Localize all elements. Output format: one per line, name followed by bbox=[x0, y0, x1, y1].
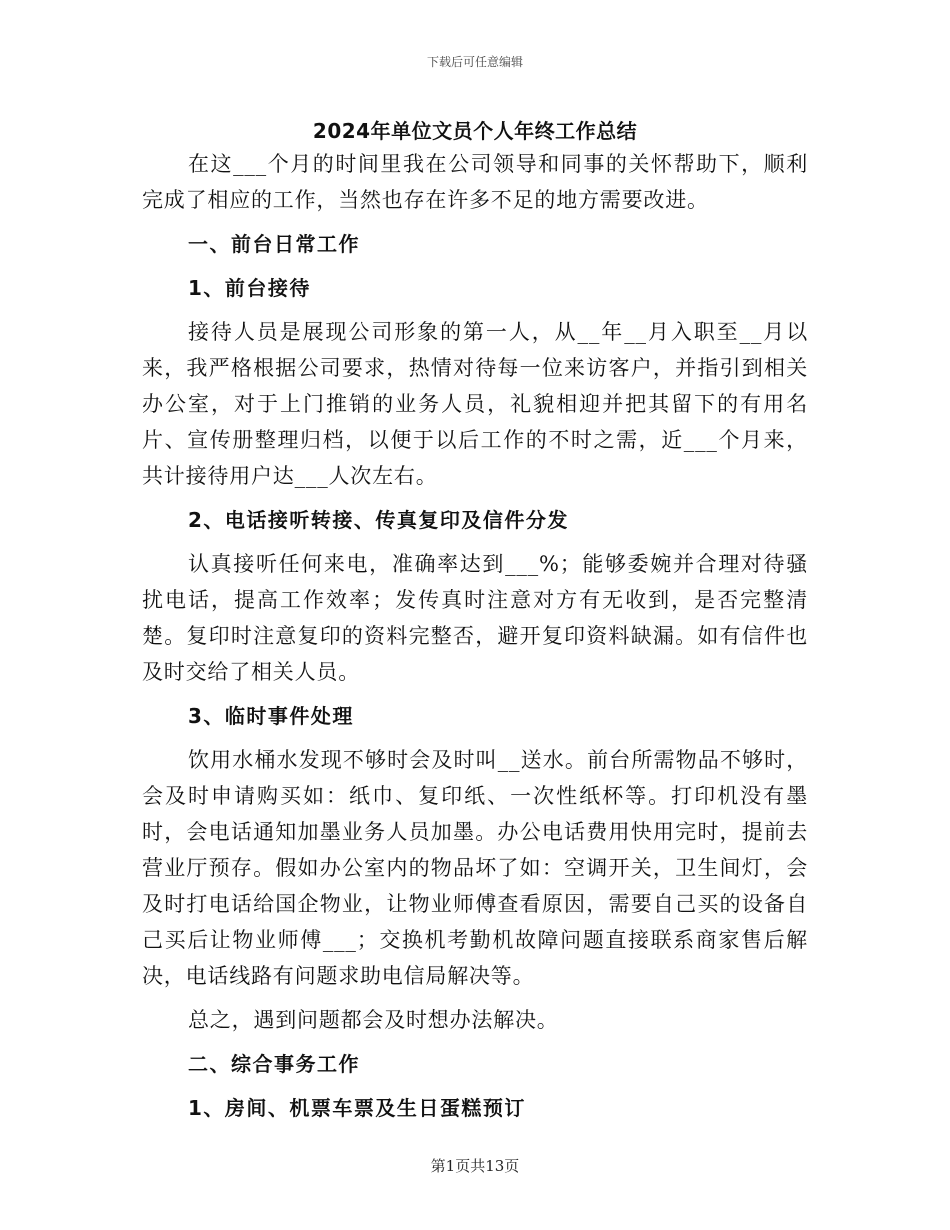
subsection-heading-incidents: 3、临时事件处理 bbox=[188, 704, 354, 728]
subsection-heading-bookings: 1、房间、机票车票及生日蛋糕预订 bbox=[188, 1096, 526, 1120]
document-title: 2024年单位文员个人年终工作总结 bbox=[312, 119, 638, 143]
header-note: 下载后可任意编辑 bbox=[426, 55, 523, 69]
paragraph-summary: 总之，遇到问题都会及时想办法解决。 bbox=[188, 1008, 559, 1032]
subsection-heading-reception: 1、前台接待 bbox=[188, 276, 311, 300]
page-number: 第1页共13页 bbox=[430, 1157, 520, 1175]
paragraph-incidents: 饮用水桶水发现不够时会及时叫__送水。前台所需物品不够时，会及时申请购买如：纸巾、复印纸、一次性纸杯等。打印机没有墨时，会电话通知加墨业务人员加墨。办公电话费用快用完时，提前去营业厅预存。假如办公室内的物品坏了如：空调开关，卫生间灯，会及时打电话给国企物业，让物业师傅查看原因，需要自己买的设备自己买后让物业师傅___；交换机考勤机故障问题直接联系商家售后解决，电话线路有问题求助电信局解决等。 bbox=[142, 748, 808, 988]
paragraph-phone-fax: 认真接听任何来电，准确率达到___%；能够委婉并合理对待骚扰电话，提高工作效率；发传真时注意对方有无收到，是否完整清楚。复印时注意复印的资料完整否，避开复印资料缺漏。如有信件也及时交给了相关人员。 bbox=[142, 552, 808, 684]
document-body bbox=[142, 146, 808, 1126]
intro-paragraph: 在这___个月的时间里我在公司领导和同事的关怀帮助下，顺利完成了相应的工作，当然也存在许多不足的地方需要改进。 bbox=[142, 152, 808, 212]
paragraph-reception: 接待人员是展现公司形象的第一人，从__年__月入职至__月以来，我严格根据公司要求，热情对待每一位来访客户，并指引到相关办公室，对于上门推销的业务人员，礼貌相迎并把其留下的有用名片、宣传册整理归档，以便于以后工作的不时之需，近___个月来，共计接待用户达___人次左右。 bbox=[142, 320, 808, 488]
section-heading-general-affairs: 二、综合事务工作 bbox=[188, 1052, 360, 1076]
section-heading-front-desk: 一、前台日常工作 bbox=[188, 232, 360, 256]
subsection-heading-phone-fax: 2、电话接听转接、传真复印及信件分发 bbox=[188, 508, 569, 532]
